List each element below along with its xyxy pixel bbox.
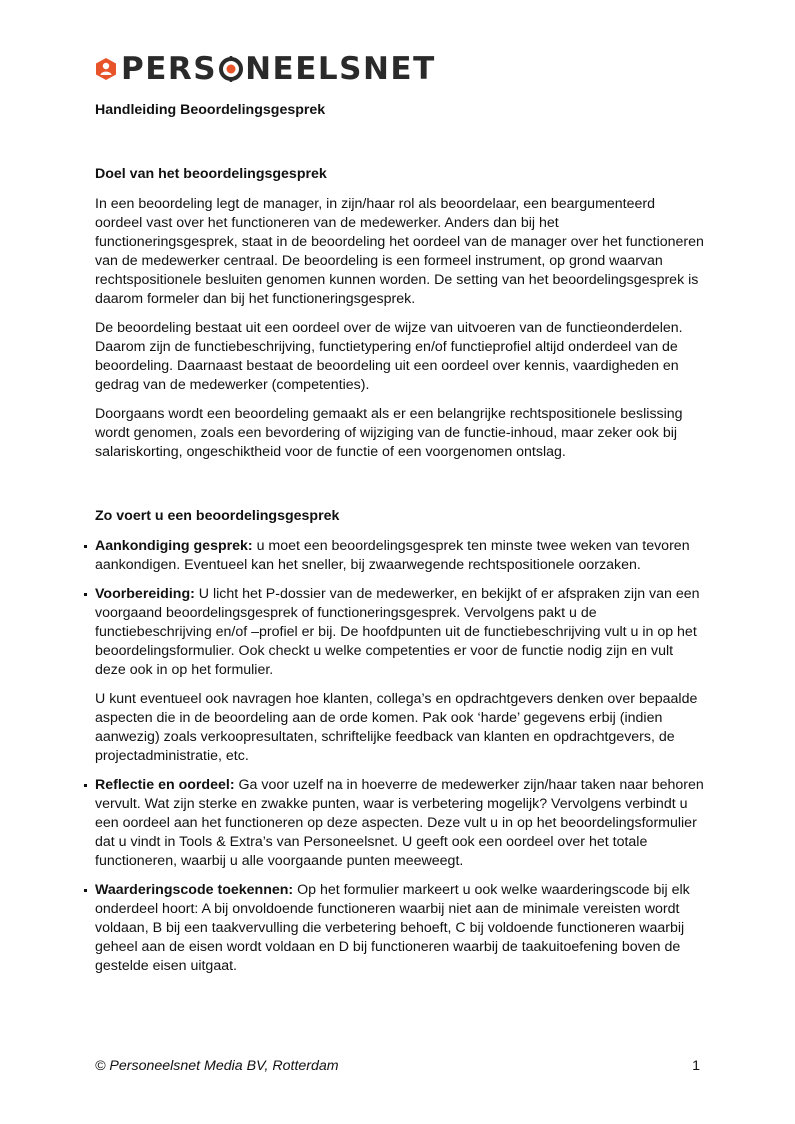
list-item-text [95, 537, 705, 575]
list-item [95, 585, 705, 766]
list-item-label: Waarderingscode toekennen: [95, 882, 294, 898]
list-item-text [95, 776, 705, 871]
list-item-text [95, 881, 705, 976]
document-title: Handleiding Beoordelingsgesprek [95, 102, 326, 118]
steps-list [95, 537, 705, 976]
page-number: 1 [692, 1058, 700, 1074]
list-item-label: Reflectie en oordeel: [95, 777, 235, 793]
list-item-body: Op het formulier markeert u ook welke waarderingscode bij elk onderdeel hoort: A bij onvoldoende functioneren waarbij niet aan de minimale vereisten wordt voldaan, B bij een taakvervulling die verbetering behoeft, C bij voldoende functioneren waarbij geheel aan de eisen wordt voldaan en D bij functioneren waarbij de taakuitoefening boven de gestelde eisen uitgaat. [95, 882, 690, 974]
paragraph: De beoordeling bestaat uit een oordeel over de wijze van uitvoeren van de functieonderdelen. Daarom zijn de functiebeschrijving, functietypering en/of functieprofiel altijd onderdeel van de beoordeling. Daarnaast bestaat de beoordeling uit een oordeel over kennis, vaardigheden en gedrag van de medewerker (competenties). [95, 320, 683, 393]
target-crosshair-icon [218, 56, 244, 82]
bullet-icon [84, 889, 87, 892]
list-item [95, 537, 705, 575]
page-footer [95, 1057, 700, 1076]
orange-hexagon-person-icon [94, 57, 118, 81]
bullet-icon [84, 784, 87, 787]
brand-logo [94, 50, 436, 88]
brand-name-part1: PERS [121, 50, 218, 87]
list-item-body: U licht het P-dossier van de medewerker, en bekijkt of er afspraken zijn van een voorgaand beoordelingsgesprek of functioneringsgesprek. Vervolgens pakt u de functiebeschrijving en/of –profiel er bij. De hoofdpunten uit de functiebeschrijving vult u in op het beoordelingsformulier. Ook checkt u welke competenties er voor de functie nodig zijn en vult deze ook in op het formulier. [95, 586, 700, 678]
section-heading-zo-voert: Zo voert u een beoordelingsgesprek [95, 508, 340, 524]
bullet-icon [84, 593, 87, 596]
bullet-icon [84, 545, 87, 548]
document-body [95, 101, 705, 986]
list-item-label: Aankondiging gesprek: [95, 538, 253, 554]
list-item-body: u moet een beoordelingsgesprek ten minste twee weken van tevoren aankondigen. Eventueel kan het sneller, bij zwaarwegende rechtspositionele oorzaken. [95, 538, 690, 573]
list-item [95, 881, 705, 976]
paragraph: In een beoordeling legt de manager, in zijn/haar rol als beoordelaar, een beargumenteerd oordeel vast over het functioneren van de medewerker. Anders dan bij het functioneringsgesprek, staat in de beoordeling het oordeel van de manager over het functioneren van de medewerker centraal. De beoordeling is een formeel instrument, op grond waarvan rechtspositionele besluiten genomen kunnen worden. De setting van het beoordelingsgesprek is daarom formeler dan bij het functioneringsgesprek. [95, 196, 704, 307]
list-item-text [95, 585, 705, 680]
brand-wordmark [121, 50, 436, 87]
footer-copyright: © Personeelsnet Media BV, Rotterdam [95, 1058, 339, 1074]
section-heading-doel: Doel van het beoordelingsgesprek [95, 166, 327, 182]
list-item-extra: U kunt eventueel ook navragen hoe klanten, collega’s en opdrachtgevers denken over bepaalde aspecten die in de beoordeling aan de orde komen. Pak ook ‘harde’ gegevens erbij (indien aanwezig) zoals verkoopresultaten, schriftelijke feedback van klanten en opdrachtgevers, de projectadministratie, etc. [95, 691, 698, 764]
list-item-body: Ga voor uzelf na in hoeverre de medewerker zijn/haar taken naar behoren vervult. Wat zijn sterke en zwakke punten, waar is verbetering mogelijk? Vervolgens verbindt u een oordeel aan het functioneren op deze aspecten. Deze vult u in op het beoordelingsformulier dat u vindt in Tools & Extra’s van Personeelsnet. U geeft ook een oordeel over het totale functioneren, waarbij u alle voorgaande punten meeweegt. [95, 777, 704, 869]
list-item-label: Voorbereiding: [95, 586, 195, 602]
list-item [95, 776, 705, 871]
paragraph: Doorgaans wordt een beoordeling gemaakt als er een belangrijke rechtspositionele beslissing wordt genomen, zoals een bevordering of wijziging van de functie-inhoud, maar zeker ook bij salariskorting, ongeschiktheid voor de functie of een voorgenomen ontslag. [95, 406, 683, 460]
brand-name-part2: NEELSNET [245, 50, 436, 87]
